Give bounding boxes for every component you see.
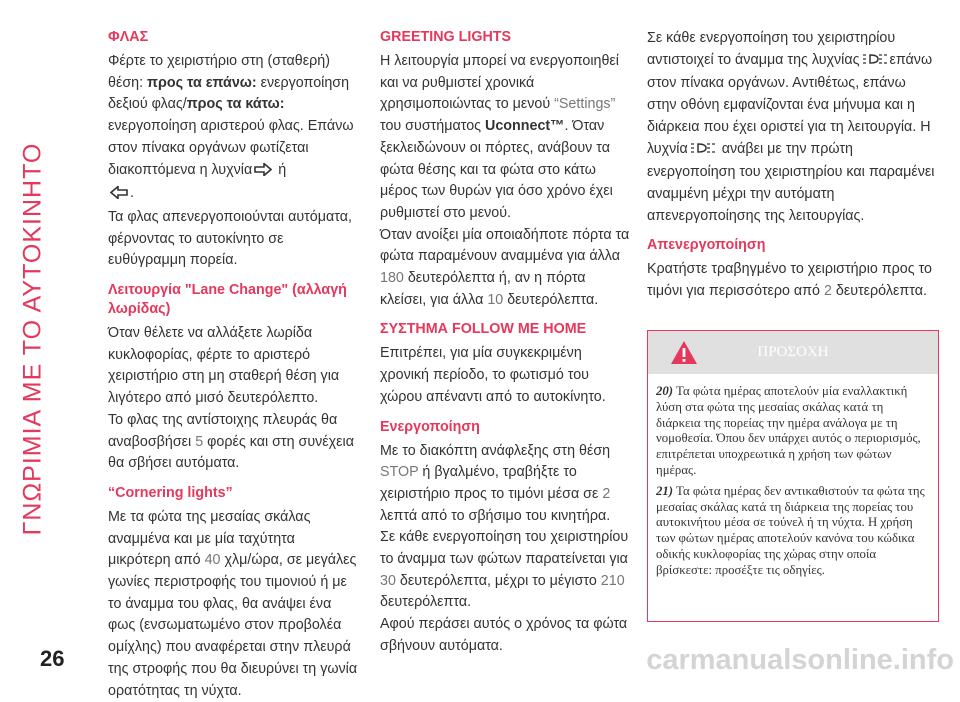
- heading-deactivation: Απενεργοποίηση: [647, 237, 766, 254]
- section-side-title: ΓΝΩΡΙΜΙΑ ΜΕ ΤΟ ΑΥΤΟΚΙΝΗΤΟ: [18, 142, 47, 536]
- heading-lane-change: Λειτουργία "Lane Change" (αλλαγή λωρίδας): [108, 282, 347, 318]
- auto-cancel-paragraph: Τα φλας απενεργοποιούνται αυτόματα, φέρνοντας το αυτοκίνητο σε ευθύγραμμη πορεία.: [108, 208, 352, 269]
- auto-off-paragraph: Αφού περάσει αυτός ο χρόνος τα φώτα σβήνουν αυτόματα.: [380, 616, 628, 654]
- greeting-duration-paragraph: Όταν ανοίξει μία οποιαδήποτε πόρτα τα φώτα παραμένουν αναμμένα για άλλα 180 δευτερόλεπτα ή, αν η πόρτα κλείσει, για άλλα 10 δευτερόλεπτα.: [380, 226, 630, 308]
- warning-note-21: 21) Τα φώτα ημέρας δεν αντικαθιστούν τα φώτα της μεσαίας σκάλας κατά τη διάρκεια της πορείας του αυτοκινήτου μέσα σε τούνελ ή τη νύχτα. Η χρήση των φώτων ημέρας αποτελούν κανόνα του κώδικα οδικής κυκλοφορίας της χώρας στην οποία βρίσκεστε: προσέξτε τις οδηγίες.: [656, 483, 925, 577]
- warning-note-20: 20) Τα φώτα ημέρας αποτελούν μία εναλλακτική λύση στα φώτα της μεσαίας σκάλας κατά τη διάρκεια της πορείας την ημέρα ανάλογα με τη νομοθεσία. Όπου δεν υπάρχει αυτός ο περιορισμός, επιτρέπεται υποχρεωτικά η χρήση των φώτων ημέρας.: [656, 384, 921, 477]
- warning-header: [648, 331, 938, 374]
- column-1: [108, 28, 358, 702]
- warning-title: ΠΡΟΣΟΧΗ: [757, 344, 829, 360]
- lane-change-paragraph: Όταν θέλετε να αλλάξετε λωρίδα κυκλοφορίας, φέρτε το αριστερό χειριστήριο στη μη σταθερή θέση για λιγότερο από μισό δευτερόλεπτο.: [108, 325, 340, 407]
- heading-activation: Ενεργοποίηση: [380, 418, 480, 435]
- warning-body: [648, 374, 938, 579]
- heading-follow-me-home: ΣΥΣΤΗΜΑ FOLLOW ME HOME: [380, 321, 587, 338]
- greeting-lights-paragraph: Η λειτουργία μπορεί να ενεργοποιηθεί και να ρυθμιστεί χρονικά χρησιμοποιώντας το μενού “Settings” του συστήματος Uconnect™. Όταν ξεκλειδώνουν οι πόρτες, ανάβουν τα φώτα θέσης και τα φώτα στο κάτω μέρος των θυρών για όσο χρόνο έχει ρυθμιστεί στο μενού.: [380, 53, 619, 221]
- daytime-running-light-icon-2: [690, 141, 716, 163]
- page-number: 26: [40, 646, 65, 671]
- indicator-paragraph: Σε κάθε ενεργοποίηση του χειριστηρίου αντιστοιχεί το άναμμα της λυχνίας επάνω στον πίνακα οργάνων. Αντιθέτως, επάνω στην οθόνη εμφανίζονται ένα μήνυμα και η διάρκεια που έχει οριστεί για τη λειτουργία. Η λυχνία ανάβει με την πρώτη ενεργοποίηση του χειριστηρίου και παραμένει αναμμένη μέχρι την αυτόματη απενεργοποίησης της λειτουργίας.: [647, 30, 935, 224]
- column-3: [647, 28, 937, 303]
- daytime-running-light-icon: [862, 52, 888, 74]
- activation-extend-paragraph: Σε κάθε ενεργοποίηση του χειριστηρίου το άναμμα των φώτων παρατείνεται για 30 δευτερόλεπτα, μέχρι το μέγιστο 210 δευτερόλεπτα.: [380, 529, 629, 611]
- deactivation-paragraph: Κρατήστε τραβηγμένο το χειριστήριο προς το τιμόνι για περισσότερο από 2 δευτερόλεπτα.: [647, 261, 932, 300]
- lane-change-blinks-paragraph: Το φλας της αντίστοιχης πλευράς θα αναβοσβήσει 5 φορές και στη συνέχεια θα σβήσει αυτόματα.: [108, 411, 354, 472]
- warning-triangle-icon: [670, 340, 698, 383]
- column-2: [380, 28, 632, 658]
- heading-greeting-lights: GREETING LIGHTS: [380, 29, 512, 45]
- left-turn-signal-icon: [110, 185, 128, 207]
- cornering-lights-paragraph: Με τα φώτα της μεσαίας σκάλας αναμμένα και με μία ταχύτητα μικρότερη από 40 χλμ/ώρα, σε μεγάλες γωνίες περιστροφής του τιμονιού ή με το άναμμα του φλας, θα ανάψει ένα φως (ενσωματωμένο στον προβολέα ομίχλης) που αναφέρεται στην πλευρά της στροφής που θα διευρύνει τη γωνία ορατότητας τη νύχτα.: [108, 508, 358, 699]
- heading-turn-signals: ΦΛΑΣ: [108, 29, 149, 45]
- turn-signals-paragraph: Φέρτε το χειριστήριο στη (σταθερή) θέση: προς τα επάνω: ενεργοποίηση δεξιού φλας/προς τα κάτω: ενεργοποίηση αριστερού φλας. Επάνω στον πίνακα οργάνων φωτίζεται διακοπτόμενα η λυχνία ή .: [108, 51, 358, 207]
- right-turn-signal-icon: [254, 162, 272, 184]
- follow-me-home-paragraph: Επιτρέπει, για μία συγκεκριμένη χρονική περίοδο, το φωτισμό του χώρου απέναντι από το αυτοκίνητο.: [380, 345, 606, 405]
- warning-box: [647, 330, 939, 622]
- activation-paragraph: Με το διακόπτη ανάφλεξης στη θέση STOP ή βγαλμένο, τραβήξτε το χειριστήριο προς το τιμόνι μέσα σε 2 λεπτά από το σβήσιμο του κινητήρα.: [380, 442, 611, 524]
- watermark: carmanualsonline.info: [646, 644, 954, 676]
- heading-cornering-lights: “Cornering lights”: [108, 484, 233, 501]
